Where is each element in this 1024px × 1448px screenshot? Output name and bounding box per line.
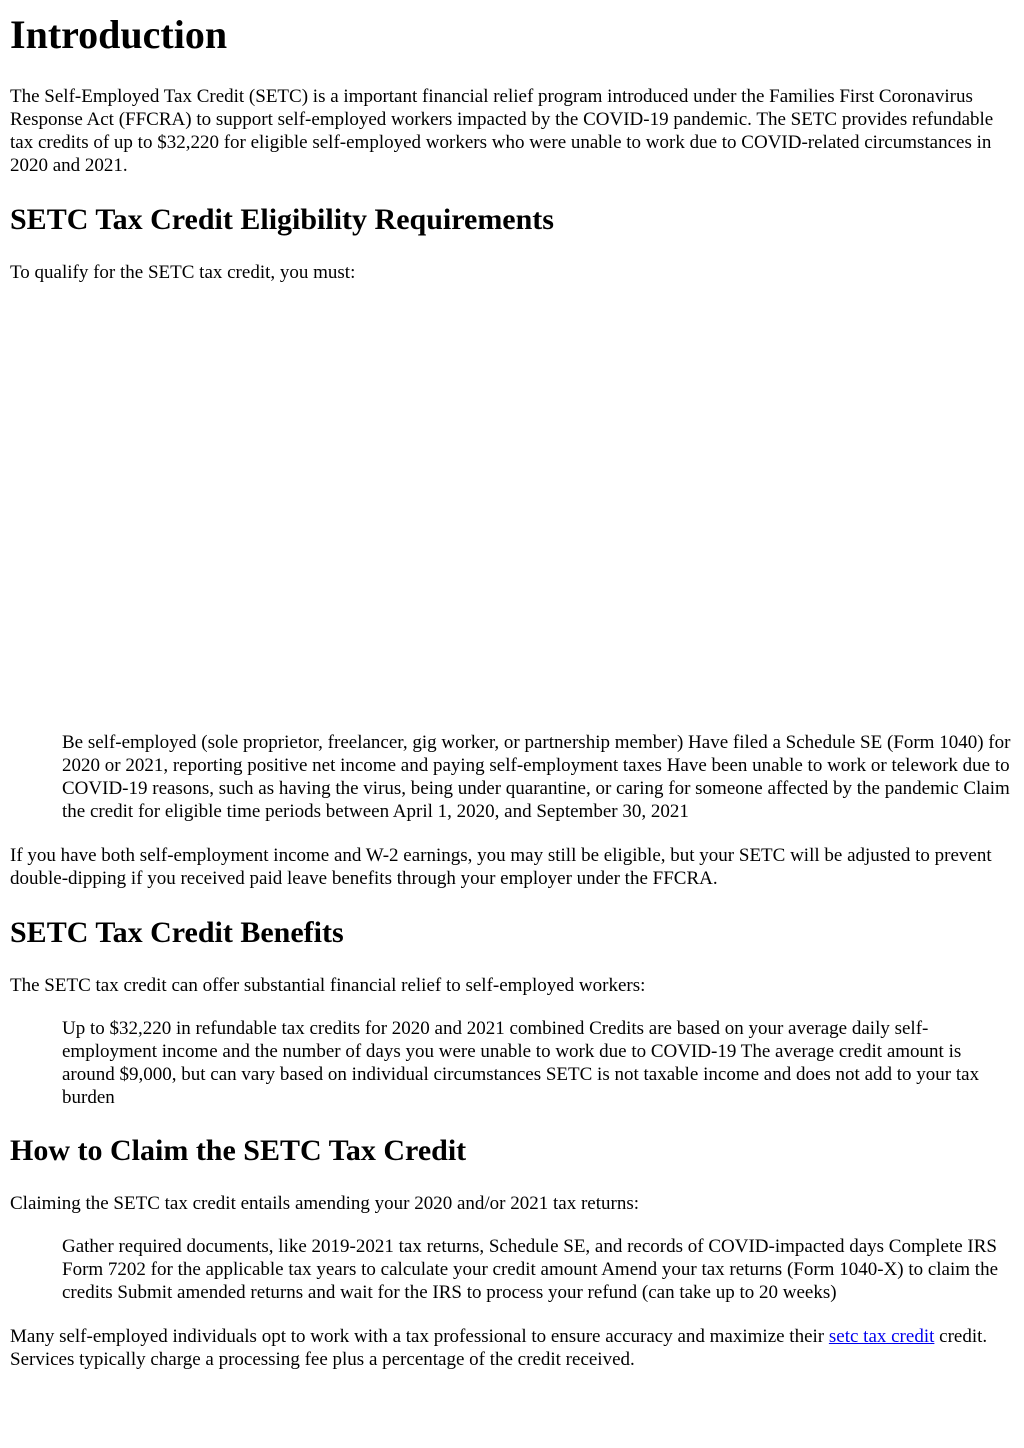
benefits-heading: SETC Tax Credit Benefits bbox=[10, 916, 344, 949]
claim-steps-block: Gather required documents, like 2019-2021 tax returns, Schedule SE, and records of COVID-impacted days Complete IRS Form 7202 for the applicable tax years to calculate your credit amount Amend your tax returns (Form 1040-X) to claim the credits Submit amended returns and wait for the IRS to process your refund (can take up to 20 weeks) bbox=[62, 1236, 999, 1303]
eligibility-note-paragraph: If you have both self-employment income and W-2 earnings, you may still be eligible, but your SETC will be adjusted to prevent double-dipping if you received paid leave benefits through your employer under the FFCRA. bbox=[10, 845, 992, 889]
setc-tax-credit-link[interactable]: setc tax credit bbox=[828, 1326, 935, 1347]
eligibility-heading: SETC Tax Credit Eligibility Requirements bbox=[10, 203, 554, 236]
claim-heading: How to Claim the SETC Tax Credit bbox=[10, 1134, 467, 1167]
document-page bbox=[10, 0, 1014, 1371]
eligibility-lead-paragraph: To qualify for the SETC tax credit, you must: bbox=[10, 262, 356, 283]
introduction-paragraph: The Self-Employed Tax Credit (SETC) is a important financial relief program introduced under the Families First Coronavirus Response Act (FFCRA) to support self-employed workers impacted by the COVID-19 pandemic. The SETC provides refundable tax credits of up to $32,220 for eligible self-employed workers who were unable to work due to COVID-related circumstances in 2020 and 2021. bbox=[10, 86, 994, 176]
benefits-list-block: Up to $32,220 in refundable tax credits for 2020 and 2021 combined Credits are based on your average daily self-employment income and the number of days you were unable to work due to COVID-19 The average credit amount is around $9,000, but can vary based on individual circumstances SETC is not taxable income and does not add to your tax burden bbox=[62, 1018, 980, 1108]
introduction-heading: Introduction bbox=[10, 12, 228, 57]
closing-paragraph bbox=[10, 1325, 1014, 1371]
benefits-lead-paragraph: The SETC tax credit can offer substantial financial relief to self-employed workers: bbox=[10, 975, 646, 996]
claim-lead-paragraph: Claiming the SETC tax credit entails amending your 2020 and/or 2021 tax returns: bbox=[10, 1193, 639, 1214]
eligibility-requirements-block: Be self-employed (sole proprietor, freelancer, gig worker, or partnership member) Have filed a Schedule SE (Form 1040) for 2020 or 2021, reporting positive net income and paying self-employment taxes Have been unable to work or telework due to COVID-19 reasons, such as having the virus, being under quarantine, or caring for someone affected by the pandemic Claim the credit for eligible time periods between April 1, 2020, and September 30, 2021 bbox=[62, 732, 1011, 822]
closing-text-before: Many self-employed individuals opt to work with a tax professional to ensure accuracy and maximize their bbox=[10, 1326, 829, 1347]
closing-text-after: credit. Services typically charge a processing fee plus a percentage of the credit received. bbox=[10, 1326, 988, 1370]
